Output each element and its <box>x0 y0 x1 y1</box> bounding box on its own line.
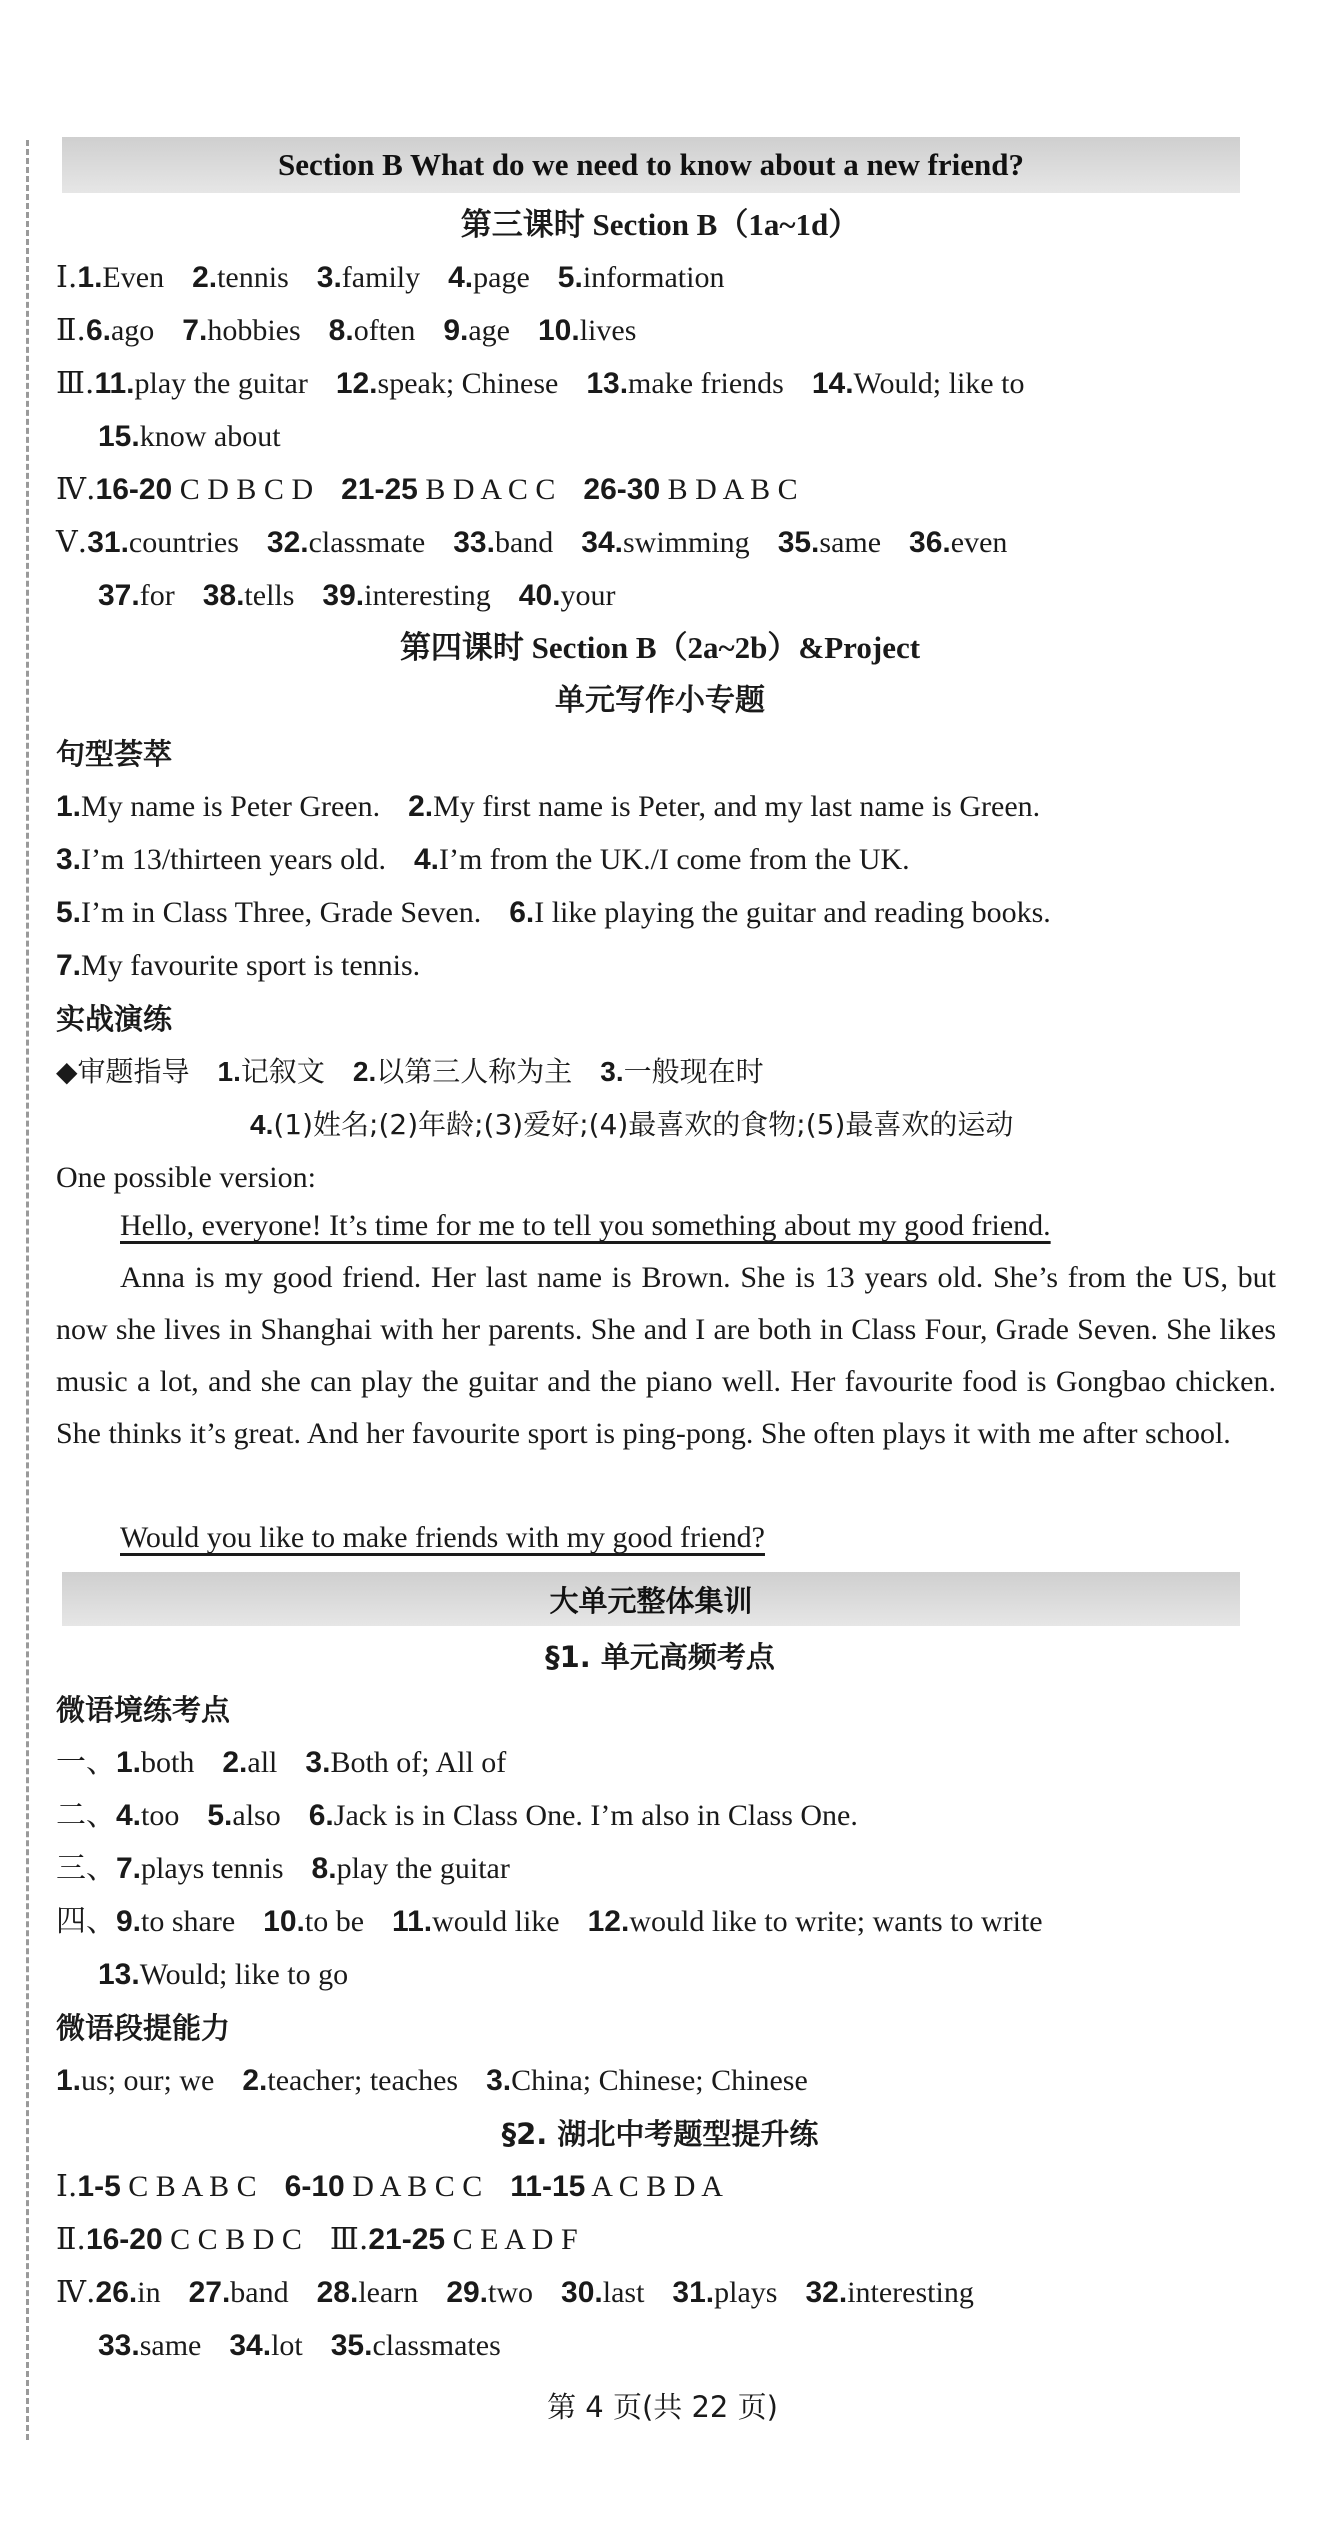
guide-row-1: ◆审题指导 1.记叙文 2.以第三人称为主 3.一般现在时 <box>56 1055 764 1088</box>
sentence-row-2: 3.I’m 13/thirteen years old. 4.I’m from the UK./I come from the UK. <box>56 843 910 876</box>
page-footer: 第 4 页(共 22 页) <box>547 2390 778 2424</box>
micro-row-1: 一、1.both 2.all 3.Both of; All of <box>56 1745 507 1780</box>
hubei-row-1: Ⅰ.1-5 C B A B C 6-10 D A B C C 11-15 A C B D A <box>56 2169 723 2204</box>
guide-row-2: 4.(1)姓名;(2)年龄;(3)爱好;(4)最喜欢的食物;(5)最喜欢的运动 <box>250 1108 1014 1141</box>
section-banner <box>62 137 1240 193</box>
essay-body: Anna is my good friend. Her last name is Brown. She is 13 years old. She’s from the US, but now she lives in Shanghai with her parents. She and I are both in Class Four, Grade Seven. She likes music a lot, and she can play the guitar and the piano well. Her favourite food is Gongbao chicken. She thinks it’s great. And her favourite sport is ping-pong. She often plays it with me after school. <box>56 1261 1276 1450</box>
micro-row-4: 四、9.to share 10.to be 11.would like 12.would like to write; wants to write <box>56 1904 1043 1939</box>
answer-row-3-cont: 15.know about <box>98 420 281 453</box>
sentence-row-4: 7.My favourite sport is tennis. <box>56 949 421 982</box>
answer-row-5: Ⅴ.31.countries 32.classmate 33.band 34.swimming 35.same 36.even <box>56 525 1008 560</box>
s2-title: §2. 湖北中考题型提升练 <box>501 2117 819 2151</box>
unit-banner-text: 大单元整体集训 <box>549 1583 753 1618</box>
binding-dashed-line <box>26 140 29 2440</box>
answer-row-4: Ⅳ.16-20 C D B C D 21-25 B D A C C 26-30 B D A B C <box>56 472 798 507</box>
micro-row-3: 三、7.plays tennis 8.play the guitar <box>56 1851 510 1886</box>
micro2-row: 1.us; our; we 2.teacher; teaches 3.China; Chinese; Chinese <box>56 2064 808 2097</box>
unit-banner <box>62 1572 1240 1626</box>
practice-heading: 实战演练 <box>56 1002 173 1036</box>
lesson4-title: 第四课时 Section B（2a~2b）&Project <box>399 630 921 665</box>
micro-row-2: 二、4.too 5.also 6.Jack is in Class One. I’m also in Class One. <box>56 1798 858 1833</box>
answer-row-6: 37.for 38.tells 39.interesting 40.your <box>98 579 616 612</box>
sentence-row-1: 1.My name is Peter Green. 2.My first name is Peter, and my last name is Green. <box>56 790 1041 823</box>
micro-row-4-cont: 13.Would; like to go <box>98 1958 349 1991</box>
essay-opening: Hello, everyone! It’s time for me to tell you something about my good friend. <box>120 1209 1051 1242</box>
section-banner-text: Section B What do we need to know about a new friend? <box>277 147 1025 182</box>
hubei-row-4: 33.same 34.lot 35.classmates <box>98 2329 501 2362</box>
hubei-row-2: Ⅱ.16-20 C C B D C Ⅲ.21-25 C E A D F <box>56 2222 578 2257</box>
essay-closing: Would you like to make friends with my good friend? <box>120 1521 765 1554</box>
micro-heading: 微语境练考点 <box>56 1693 231 1727</box>
micro2-heading: 微语段提能力 <box>56 2011 231 2045</box>
version-label: One possible version: <box>56 1161 316 1194</box>
answer-row-2: Ⅱ.6.ago 7.hobbies 8.often 9.age 10.lives <box>56 313 637 348</box>
sentences-heading: 句型荟萃 <box>56 737 173 771</box>
s1-title: §1. 单元高频考点 <box>545 1640 775 1674</box>
writing-title: 单元写作小专题 <box>555 683 765 718</box>
answer-row-1: Ⅰ.1.Even 2.tennis 3.family 4.page 5.information <box>56 260 725 295</box>
hubei-row-3: Ⅳ.26.in 27.band 28.learn 29.two 30.last 31.plays 32.interesting <box>56 2275 974 2310</box>
answer-row-3: Ⅲ.11.play the guitar 12.speak; Chinese 13.make friends 14.Would; like to <box>56 366 1025 401</box>
lesson3-title: 第三课时 Section B（1a~1d） <box>460 207 860 242</box>
sentence-row-3: 5.I’m in Class Three, Grade Seven. 6.I like playing the guitar and reading books. <box>56 896 1051 929</box>
